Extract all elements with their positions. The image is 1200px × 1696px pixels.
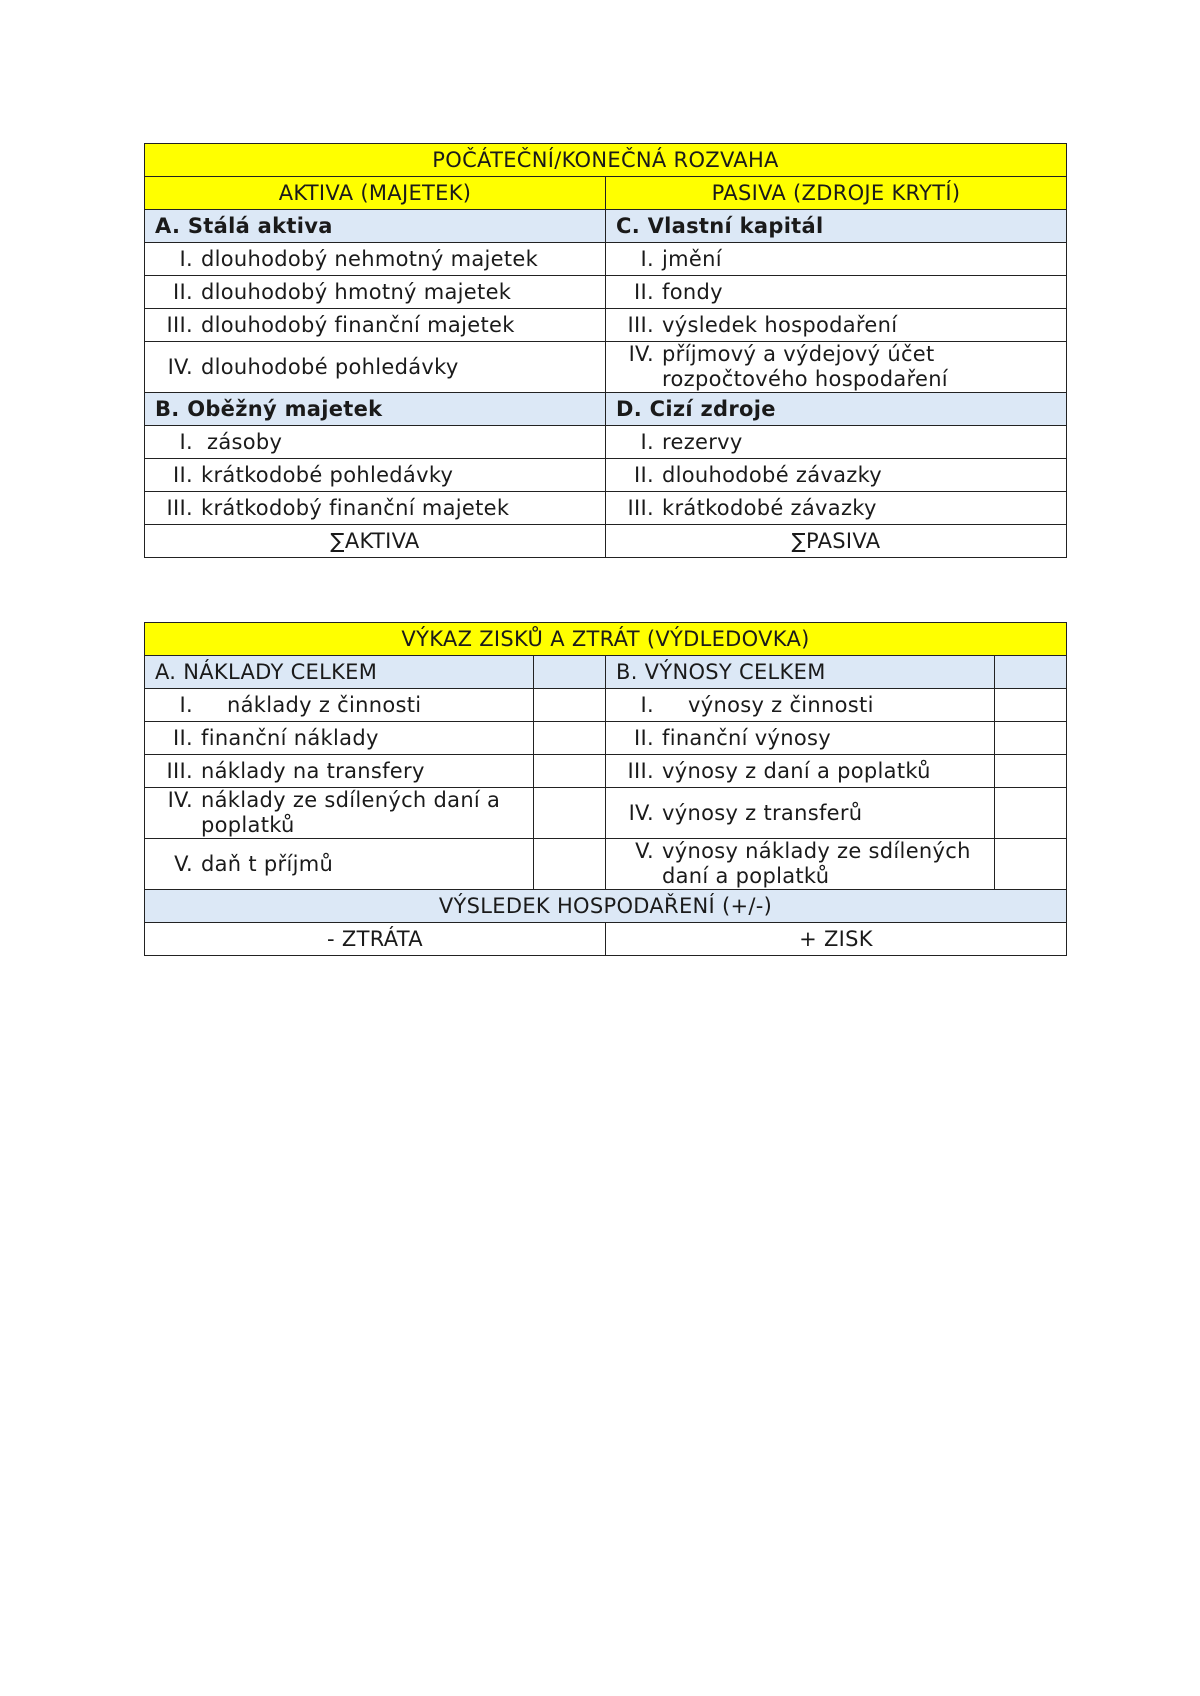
revenue-value-cell: [995, 689, 1067, 722]
revenue-value-cell: [995, 755, 1067, 788]
liability-row: I. rezervy: [606, 426, 1067, 459]
revenue-value-cell: [995, 788, 1067, 839]
equity-row: II. fondy: [606, 276, 1067, 309]
section-current-assets: B. Oběžný majetek: [145, 393, 606, 426]
cost-row: II. finanční náklady: [145, 722, 534, 755]
balance-title: POČÁTEČNÍ/KONEČNÁ ROZVAHA: [145, 144, 1067, 177]
cost-row: I. náklady z činnosti: [145, 689, 534, 722]
asset-row: IV. dlouhodobé pohledávky: [145, 342, 606, 393]
liability-row: II. dlouhodobé závazky: [606, 459, 1067, 492]
profit-label: + ZISK: [606, 923, 1067, 956]
equity-row: III. výsledek hospodaření: [606, 309, 1067, 342]
revenues-header: B. VÝNOSY CELKEM: [606, 656, 995, 689]
revenue-row: V. výnosy náklady ze sdílených daní a poplatků: [606, 839, 995, 890]
result-label: VÝSLEDEK HOSPODAŘENÍ (+/-): [145, 890, 1067, 923]
cost-value-cell: [534, 722, 606, 755]
costs-header-value: [534, 656, 606, 689]
revenue-value-cell: [995, 722, 1067, 755]
section-equity: C. Vlastní kapitál: [606, 210, 1067, 243]
revenue-row: IV. výnosy z transferů: [606, 788, 995, 839]
asset-row: III. dlouhodobý finanční majetek: [145, 309, 606, 342]
cost-row: III. náklady na transfery: [145, 755, 534, 788]
profit-loss-table: [144, 622, 1067, 956]
cost-row: IV. náklady ze sdílených daní a poplatků: [145, 788, 534, 839]
asset-row: III. krátkodobý finanční majetek: [145, 492, 606, 525]
equity-row: IV. příjmový a výdejový účet rozpočtového hospodaření: [606, 342, 1067, 393]
asset-row: I. zásoby: [145, 426, 606, 459]
cost-value-cell: [534, 689, 606, 722]
liabilities-header: PASIVA (ZDROJE KRYTÍ): [606, 177, 1067, 210]
loss-label: - ZTRÁTA: [145, 923, 606, 956]
liabilities-total: ∑PASIVA: [606, 525, 1067, 558]
asset-row: II. krátkodobé pohledávky: [145, 459, 606, 492]
asset-row: I. dlouhodobý nehmotný majetek: [145, 243, 606, 276]
balance-sheet-table: [144, 143, 1067, 558]
cost-value-cell: [534, 755, 606, 788]
costs-header: A. NÁKLADY CELKEM: [145, 656, 534, 689]
assets-header: AKTIVA (MAJETEK): [145, 177, 606, 210]
asset-row: II. dlouhodobý hmotný majetek: [145, 276, 606, 309]
equity-row: I. jmění: [606, 243, 1067, 276]
pnl-title: VÝKAZ ZISKŮ A ZTRÁT (VÝDLEDOVKA): [145, 623, 1067, 656]
revenues-header-value: [995, 656, 1067, 689]
cost-value-cell: [534, 839, 606, 890]
revenue-value-cell: [995, 839, 1067, 890]
liability-row: III. krátkodobé závazky: [606, 492, 1067, 525]
assets-total: ∑AKTIVA: [145, 525, 606, 558]
revenue-row: II. finanční výnosy: [606, 722, 995, 755]
section-fixed-assets: A. Stálá aktiva: [145, 210, 606, 243]
revenue-row: I. výnosy z činnosti: [606, 689, 995, 722]
cost-value-cell: [534, 788, 606, 839]
section-liabilities: D. Cizí zdroje: [606, 393, 1067, 426]
cost-row: V. daň t příjmů: [145, 839, 534, 890]
revenue-row: III. výnosy z daní a poplatků: [606, 755, 995, 788]
